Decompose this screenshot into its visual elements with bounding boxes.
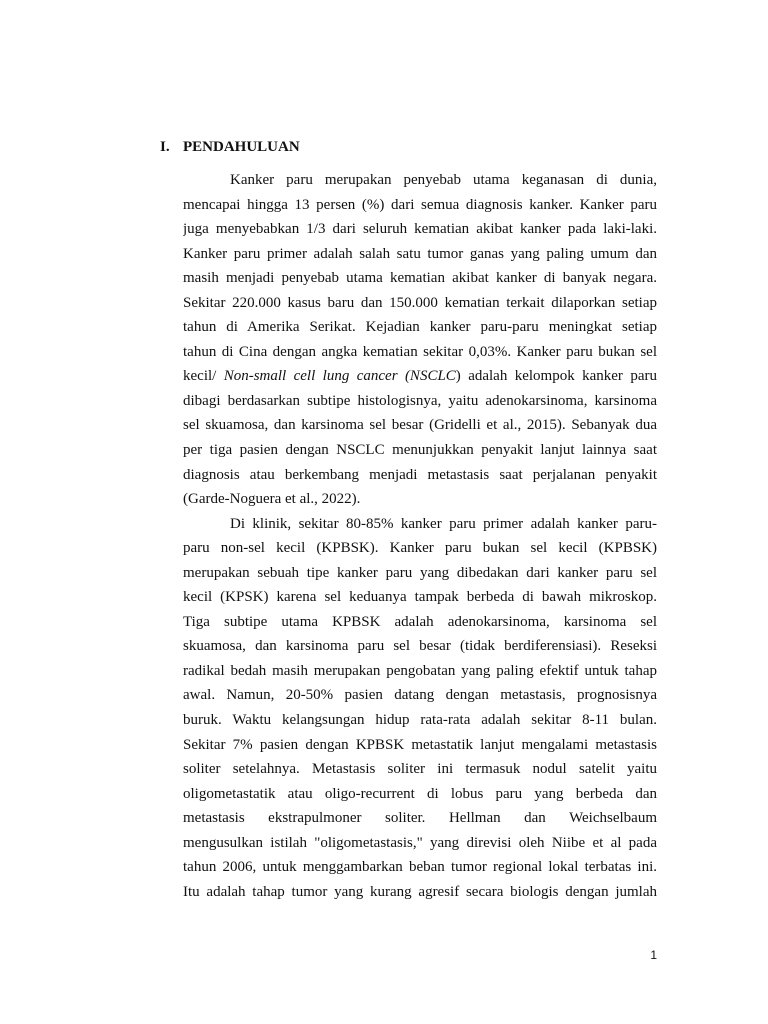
paragraph-1-line-11: sel skuamosa, dan karsinoma sel besar (Gridelli et al., 2015). Sebanyak dua — [183, 417, 657, 434]
paragraph-2-line-6: skuamosa, dan karsinoma paru sel besar (tidak berdiferensiasi). Reseksi — [183, 638, 657, 655]
paragraph-2-line-7: radikal bedah masih merupakan pengobatan yang paling efektif untuk tahap — [183, 662, 657, 679]
paragraph-1-line-6: Sekitar 220.000 kasus baru dan 150.000 kematian terkait dilaporkan setiap — [183, 294, 657, 311]
section-heading — [160, 137, 300, 157]
paragraph-2-line-11: soliter setelahnya. Metastasis soliter ini termasuk nodul satelit yaitu — [183, 761, 657, 778]
paragraph-2-line-1: Di klinik, sekitar 80-85% kanker paru primer adalah kanker paru- — [230, 515, 657, 532]
paragraph-1-line-10: dibagi berdasarkan subtipe histologisnya, yaitu adenokarsinoma, karsinoma — [183, 392, 657, 409]
paragraph-1-line-12: per tiga pasien dengan NSCLC menunjukkan penyakit lanjut lainnya saat — [183, 442, 657, 459]
paragraph-1-line-13: diagnosis atau berkembang menjadi metastasis saat perjalanan penyakit — [183, 466, 657, 483]
paragraph-2-line-4: kecil (KPSK) karena sel keduanya tampak berbeda di bawah mikroskop. — [183, 589, 657, 606]
paragraph-1-line-8: tahun di Cina dengan angka kematian sekitar 0,03%. Kanker paru bukan sel — [183, 343, 657, 360]
paragraph-2-line-15: tahun 2006, untuk menggambarkan beban tumor regional lokal terbatas ini. — [183, 859, 657, 876]
paragraph-1-line-1: Kanker paru merupakan penyebab utama keganasan di dunia, — [230, 172, 657, 188]
paragraph-2-line-14: mengusulkan istilah "oligometastasis," yang direvisi oleh Niibe et al pada — [183, 834, 657, 851]
paragraph-1-line-2: mencapai hingga 13 persen (%) dari semua diagnosis kanker. Kanker paru — [183, 196, 657, 213]
paragraph-2-line-3: merupakan sebuah tipe kanker paru yang dibedakan dari kanker paru sel — [183, 564, 657, 581]
paragraph-1-line-9 — [183, 364, 657, 389]
paragraph-1-line-14: (Garde-Noguera et al., 2022). — [183, 491, 361, 508]
line-9-before: kecil/ — [183, 368, 224, 385]
paragraph-1-line-5: masih menjadi penyebab utama kematian akibat kanker di banyak negara. — [183, 270, 657, 287]
nsclc-term: Non-small cell lung cancer (NSCLC — [223, 368, 456, 385]
paragraph-2-line-9: buruk. Waktu kelangsungan hidup rata-rata adalah sekitar 8-11 bulan. — [183, 712, 657, 729]
page-number: 1 — [650, 948, 657, 962]
paragraph-2-line-16: Itu adalah tahap tumor yang kurang agresif secara biologis dengan jumlah — [183, 883, 657, 900]
paragraph-2-line-5: Tiga subtipe utama KPBSK adalah adenokarsinoma, karsinoma sel — [183, 613, 657, 630]
paragraph-1-line-4: Kanker paru primer adalah salah satu tumor ganas yang paling umum dan — [183, 245, 657, 262]
paragraph-1-line-3: juga menyebabkan 1/3 dari seluruh kematian akibat kanker pada laki-laki. — [183, 221, 657, 238]
paragraph-2-line-10: Sekitar 7% pasien dengan KPBSK metastatik lanjut mengalami metastasis — [183, 736, 657, 753]
body-text — [183, 168, 657, 904]
paragraph-2-line-12: oligometastatik atau oligo-recurrent di lobus paru yang berbeda dan — [183, 785, 657, 802]
section-number: I. — [160, 139, 170, 155]
paragraph-2-line-2: paru non-sel kecil (KPBSK). Kanker paru bukan sel kecil (KPBSK) — [183, 540, 657, 557]
paragraph-2-line-13: metastasis ekstrapulmoner soliter. Hellman dan Weichselbaum — [183, 810, 657, 827]
paragraph-2-line-8: awal. Namun, 20-50% pasien datang dengan metastasis, prognosisnya — [183, 687, 657, 704]
line-9-after: ) adalah kelompok kanker paru — [455, 368, 657, 385]
paragraph-1-line-7: tahun di Amerika Serikat. Kejadian kanker paru-paru meningkat setiap — [183, 319, 657, 336]
section-title: PENDAHULUAN — [183, 139, 300, 155]
